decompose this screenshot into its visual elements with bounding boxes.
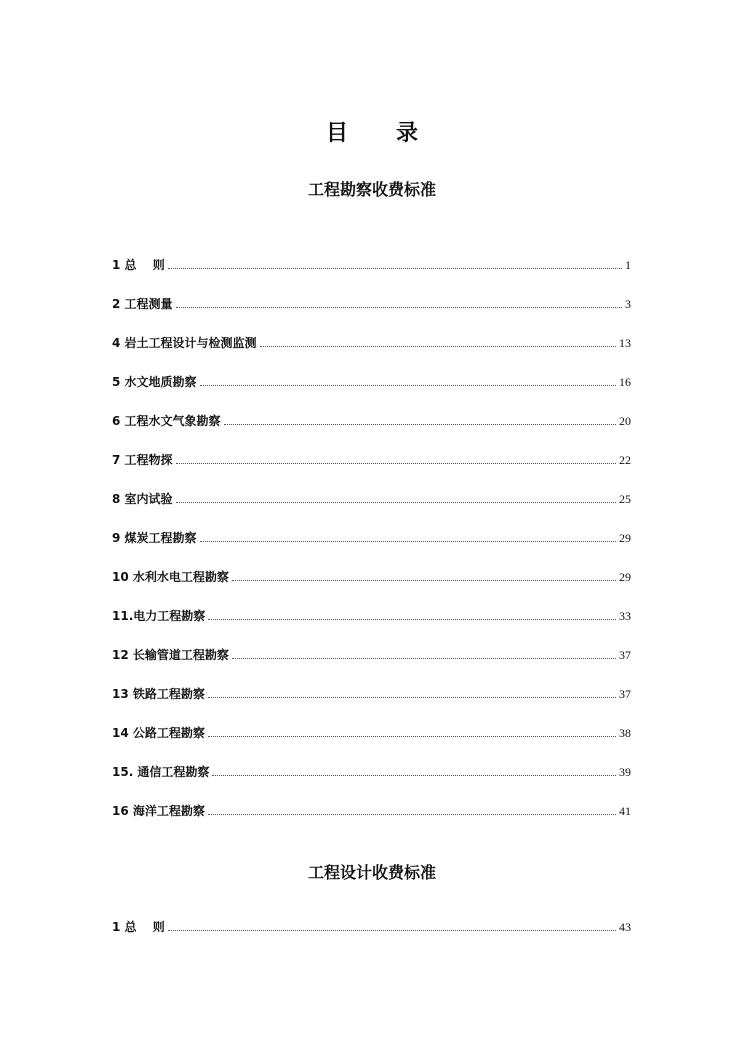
toc-entry[interactable] [112, 763, 631, 802]
toc-leader-dots [208, 619, 616, 620]
toc-entry[interactable] [112, 373, 631, 412]
page-title [0, 116, 744, 147]
toc-entry[interactable] [112, 451, 631, 490]
toc-list-design [112, 918, 631, 957]
toc-leader-dots [168, 930, 616, 931]
toc-leader-dots [200, 385, 616, 386]
toc-leader-dots [232, 580, 616, 581]
toc-entry[interactable] [112, 685, 631, 724]
toc-entry[interactable] [112, 256, 631, 295]
toc-entry-page: 37 [619, 648, 631, 662]
toc-entry-label: 10 水利水电工程勘察 [112, 570, 229, 584]
toc-entry-page: 37 [619, 687, 631, 701]
toc-leader-dots [232, 658, 616, 659]
toc-entry-page: 29 [619, 531, 631, 545]
toc-leader-dots [176, 307, 622, 308]
toc-entry[interactable] [112, 295, 631, 334]
toc-entry[interactable] [112, 646, 631, 685]
toc-entry-label: 11.电力工程勘察 [112, 609, 206, 623]
toc-entry-page: 41 [619, 804, 631, 818]
toc-entry[interactable] [112, 918, 631, 957]
toc-entry[interactable] [112, 724, 631, 763]
toc-entry-page: 13 [619, 336, 631, 350]
toc-entry-page: 29 [619, 570, 631, 584]
toc-entry-label: 8 室内试验 [112, 492, 173, 506]
toc-entry-label: 2 工程测量 [112, 297, 173, 311]
toc-leader-dots [212, 775, 616, 776]
toc-entry[interactable] [112, 490, 631, 529]
toc-entry-page: 16 [619, 375, 631, 389]
toc-entry-label: 12 长输管道工程勘察 [112, 648, 229, 662]
toc-entry-page: 43 [619, 920, 631, 934]
toc-entry-label: 1 总 则 [112, 258, 165, 272]
page-title-part2: 录 [396, 121, 419, 146]
toc-entry-page: 1 [625, 258, 631, 272]
toc-entry-label: 4 岩土工程设计与检测监测 [112, 336, 257, 350]
section-title-design: 工程设计收费标准 [307, 863, 436, 882]
toc-leader-dots [224, 424, 616, 425]
toc-entry-label: 7 工程物探 [112, 453, 173, 467]
section-title-survey: 工程勘察收费标准 [307, 180, 436, 199]
toc-leader-dots [200, 541, 616, 542]
toc-list-survey [112, 256, 631, 841]
toc-entry-page: 20 [619, 414, 631, 428]
toc-entry-page: 38 [619, 726, 631, 740]
toc-leader-dots [176, 463, 616, 464]
page-title-part1: 目 [325, 121, 348, 146]
toc-entry[interactable] [112, 802, 631, 841]
toc-leader-dots [168, 268, 622, 269]
toc-entry-label: 13 铁路工程勘察 [112, 687, 205, 701]
toc-leader-dots [260, 346, 616, 347]
toc-leader-dots [208, 736, 616, 737]
toc-entry[interactable] [112, 607, 631, 646]
toc-entry[interactable] [112, 334, 631, 373]
toc-entry-label: 9 煤炭工程勘察 [112, 531, 197, 545]
toc-entry-page: 3 [625, 297, 631, 311]
toc-entry-page: 33 [619, 609, 631, 623]
toc-leader-dots [176, 502, 616, 503]
toc-entry-label: 1 总 则 [112, 920, 165, 934]
toc-entry[interactable] [112, 568, 631, 607]
toc-entry-page: 39 [619, 765, 631, 779]
toc-entry-label: 5 水文地质勘察 [112, 375, 197, 389]
toc-entry-label: 16 海洋工程勘察 [112, 804, 205, 818]
toc-entry-label: 15. 通信工程勘察 [112, 765, 210, 779]
toc-entry-page: 25 [619, 492, 631, 506]
toc-entry[interactable] [112, 412, 631, 451]
toc-leader-dots [208, 814, 616, 815]
toc-entry[interactable] [112, 529, 631, 568]
toc-entry-page: 22 [619, 453, 631, 467]
toc-leader-dots [208, 697, 616, 698]
toc-entry-label: 6 工程水文气象勘察 [112, 414, 221, 428]
toc-entry-label: 14 公路工程勘察 [112, 726, 205, 740]
